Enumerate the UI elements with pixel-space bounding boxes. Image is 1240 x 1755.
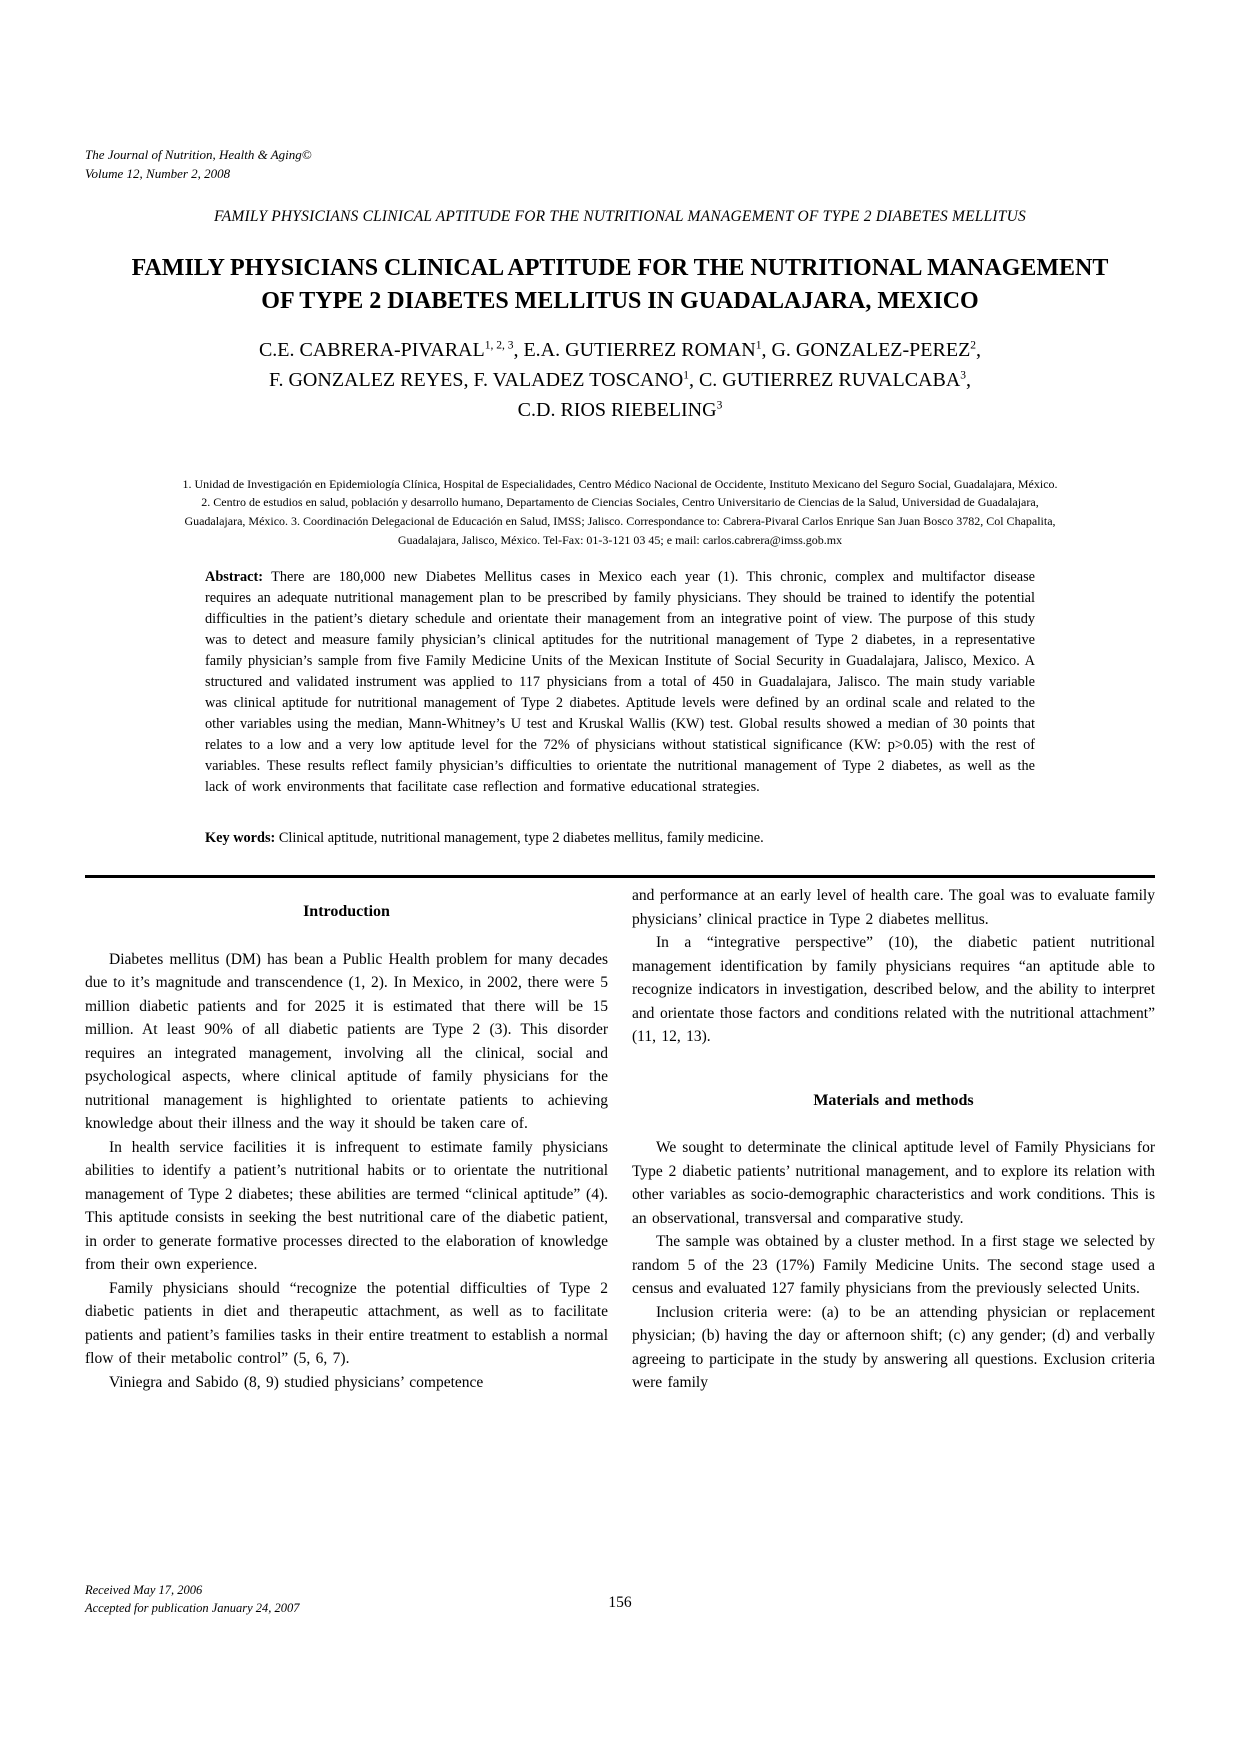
journal-header [85,0,1155,184]
author-name: , G. GONZALEZ-PEREZ [761,338,971,361]
paragraph: Inclusion criteria were: (a) to be an attending physician or replacement physician; (b) having the day or afternoon shift; (c) any gender; (d) and verbally agreeing to participate in the study by answering all questions. Exclusion criteria were family [632,1303,1155,1392]
author-name: C.E. CABRERA-PIVARAL [258,338,485,361]
affiliation-line: Guadalajara, Jalisco, México. Tel-Fax: 01-3-121 03 45; e mail: carlos.cabrera@imss.gob.mx [397,532,843,547]
author-superscript: 1 [755,339,762,352]
keywords [205,828,1035,849]
affiliation-line: 1. Unidad de Investigación en Epidemiología Clínica, Hospital de Especialidades, Centro Médico Nacional de Occidente, Instituto Mexicano del Seguro Social, Guadalajara, México. [182,476,1058,491]
author-superscript: 2 [970,339,977,352]
authors-block [85,335,1155,425]
paragraph: Family physicians should “recognize the potential difficulties of Type 2 diabetic patients in diet and therapeutic attachment, as well as to facilitate patients and patient’s families tasks in their entire treatment to establish a normal flow of their metabolic control” (5, 6, 7). [85,1279,608,1368]
journal-volume: Volume 12, Number 2, 2008 [85,165,231,181]
abstract-text: There are 180,000 new Diabetes Mellitus cases in Mexico each year (1). This chronic, complex and multifactor disease requires an adequate nutritional management plan to be prescribed by family physicians. They should be trained to identify the potential difficulties in the patient’s dietary schedule and orientate their management from an integrative point of view. The purpose of this study was to detect and measure family physician’s clinical aptitudes for the nutritional management of Type 2 diabetes, in a representative family physician’s sample from five Family Medicine Units of the Mexican Institute of Social Security in Guadalajara, Jalisco, Mexico. A structured and validated instrument was applied to 117 physicians from a total of 450 in Guadalajara, Jalisco. The main study variable was clinical aptitude for nutritional management of Type 2 diabetes. Aptitude levels were defined by an ordinal scale and related to the other variables using the median, Mann-Whitney’s U test and Kruskal Wallis (KW) test. Global results showed a median of 30 points that relates to a low and a very low aptitude level for the 72% of physicians without statistical significance (KW: p>0.05) with the rest of variables. These results reflect family physician’s difficulties to orientate the nutritional management of Type 2 diabetes, as well as the lack of work environments that facilitate case reflection and formative educational strategies. [205,569,1035,796]
section-divider-rule [85,875,1155,878]
author-superscript: 3 [716,399,723,412]
author-superscript: 3 [960,369,967,382]
keywords-text: Clinical aptitude, nutritional management, type 2 diabetes mellitus, family medicine. [275,830,764,847]
two-column-body [85,884,1155,1395]
author-name: , [966,368,972,391]
author-superscript: 1 [683,369,689,382]
affiliation-line: 2. Centro de estudios en salud, población y desarrollo humano, Departamento de Ciencias Sociales, Centro Universitario de Ciencias de la Salud, Universidad de Guadalajara, [201,495,1039,510]
paragraph: In health service facilities it is infrequent to estimate family physicians abilities to identify a patient’s nutritional habits or to orientate the nutritional management of Type 2 diabetes; these abilities are termed “clinical aptitude” (4). This aptitude consists in seeking the best nutritional care of the diabetic patient, in order to generate formative processes directed to the elaboration of knowledge from their own experience. [85,1138,608,1274]
abstract [205,567,1035,798]
author-line-1 [85,335,1155,365]
author-line-3 [85,395,1155,425]
author-line-2 [85,365,1155,395]
author-name: , [976,338,982,361]
methods-heading: Materials and methods [813,1091,974,1109]
introduction-heading: Introduction [303,903,390,921]
keywords-label: Key words: [205,830,276,847]
affiliations-block [85,475,1155,549]
paragraph: and performance at an early level of health care. The goal was to evaluate family physicians’ clinical practice in Type 2 diabetes mellitus. [632,887,1155,928]
paper-title: FAMILY PHYSICIANS CLINICAL APTITUDE FOR THE NUTRITIONAL MANAGEMENT OF TYPE 2 DIABETES MELLITUS IN GUADALAJARA, MEXICO [131,254,1109,315]
paragraph: In a “integrative perspective” (10), the diabetic patient nutritional management identification by family physicians requires “an aptitude able to recognize indicators in investigation, described below, and the ability to interpret and orientate those factors and conditions related with the nutritional attachment” (11, 12, 13). [632,934,1155,1046]
affiliation-line: Guadalajara, México. 3. Coordinación Delegacional de Educación en Salud, IMSS; Jalisco. Correspondance to: Cabrera-Pivaral Carlos Enrique San Juan Bosco 3782, Col Chapalita, [184,514,1056,529]
author-name: , E.A. GUTIERREZ ROMAN [513,338,756,361]
page-number: 156 [608,1594,632,1611]
paragraph: The sample was obtained by a cluster method. In a first stage we selected by random 5 of the 23 (17%) Family Medicine Units. The second stage used a census and evaluated 127 family physicians from the previously selected Units. [632,1233,1155,1298]
paragraph: Diabetes mellitus (DM) has bean a Public Health problem for many decades due to it’s magnitude and transcendence (1, 2). In Mexico, in 2002, there were 5 million diabetic patients and for 2025 it is estimated that there will be 15 million. At least 90% of all diabetic patients are Type 2 (3). This disorder requires an integrated management, involving all the clinical, social and psychological aspects, where clinical aptitude of family physicians for the nutritional management is highlighted to orientate patients to achieving knowledge about their illness and the way it should be taken care of. [85,950,608,1133]
paragraph: We sought to determinate the clinical aptitude level of Family Physicians for Type 2 diabetic patients’ nutritional management, and to explore its relation with other variables as socio-demographic characteristics and work conditions. This is an observational, transversal and comparative study. [632,1139,1155,1227]
author-superscript: 1, 2, 3 [484,339,514,352]
paragraph: Viniegra and Sabido (8, 9) studied physicians’ competence [109,1373,484,1391]
right-column [632,884,1155,1395]
journal-name: The Journal of Nutrition, Health & Aging© [85,147,312,162]
author-name: F. GONZALEZ REYES, F. VALADEZ TOSCANO [268,368,684,391]
author-name: , C. GUTIERREZ RUVALCABA [688,368,961,391]
received-date: Received May 17, 2006 [85,1583,203,1597]
abstract-label: Abstract: [205,569,263,586]
author-name: C.D. RIOS RIEBELING [517,398,717,421]
left-column [85,884,608,1395]
running-title: FAMILY PHYSICIANS CLINICAL APTITUDE FOR THE NUTRITIONAL MANAGEMENT OF TYPE 2 DIABETES MELLITUS [214,207,1026,225]
accepted-date: Accepted for publication January 24, 2007 [85,1601,300,1616]
